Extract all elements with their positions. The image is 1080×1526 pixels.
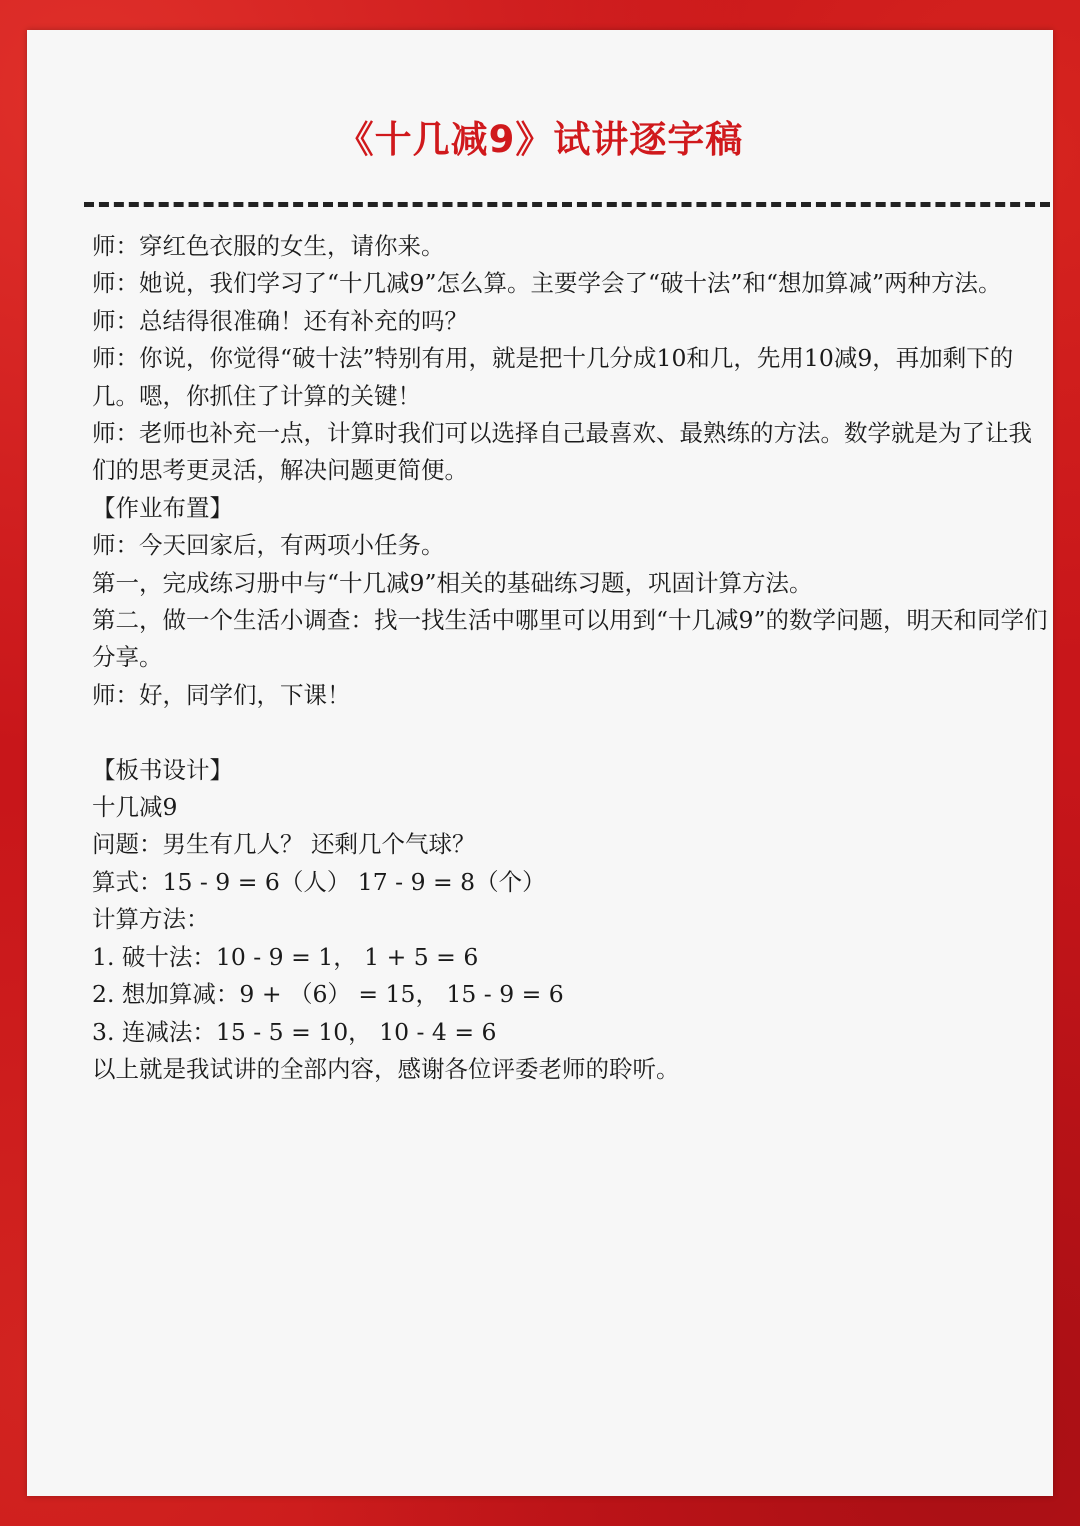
paragraph: 师：总结得很准确！还有补充的吗？: [92, 306, 468, 335]
paragraph: 第二，做一个生活小调查：找一找生活中哪里可以用到“十几减9”的数学问题，明天和同学们分享。: [92, 606, 1048, 672]
document-title: 《十几减9》试讲逐字稿: [336, 118, 744, 161]
paragraph: 师：你说，你觉得“破十法”特别有用，就是把十几分成10和几，先用10减9，再加剩下的几。嗯，你抓住了计算的关键！: [92, 344, 1014, 410]
paragraph: 算式：15 - 9 = 6（人） 17 - 9 = 8（个）: [92, 867, 546, 896]
document-body: [92, 228, 1050, 1088]
paragraph: 3. 连减法：15 - 5 = 10， 10 - 4 = 6: [92, 1017, 497, 1046]
paragraph: 【作业布置】: [92, 493, 233, 522]
paragraph: 十几减9: [92, 793, 178, 822]
paragraph: 【板书设计】: [92, 755, 233, 784]
paragraph: 2. 想加算减：9 + （6） = 15， 15 - 9 = 6: [92, 980, 564, 1009]
paragraph: 计算方法：: [92, 905, 210, 934]
blank-line: [92, 714, 1050, 751]
dashed-divider: [84, 202, 1050, 207]
paragraph: 师：穿红色衣服的女生，请你来。: [92, 232, 445, 260]
document-page: [27, 30, 1053, 1496]
paragraph: 1. 破十法：10 - 9 = 1， 1 + 5 = 6: [92, 942, 479, 971]
paragraph: 师：老师也补充一点，计算时我们可以选择自己最喜欢、最熟练的方法。数学就是为了让我们的思考更灵活，解决问题更简便。: [92, 419, 1032, 485]
paragraph: 师：她说，我们学习了“十几减9”怎么算。主要学会了“破十法”和“想加算减”两种方法。: [92, 269, 1002, 298]
paragraph: 师：好，同学们，下课！: [92, 680, 351, 709]
paragraph: 第一，完成练习册中与“十几减9”相关的基础练习题，巩固计算方法。: [92, 568, 813, 597]
paragraph: 问题：男生有几人？ 还剩几个气球？: [92, 830, 476, 859]
paragraph: 以上就是我试讲的全部内容，感谢各位评委老师的聆听。: [92, 1054, 680, 1083]
paragraph: 师：今天回家后，有两项小任务。: [92, 531, 445, 560]
